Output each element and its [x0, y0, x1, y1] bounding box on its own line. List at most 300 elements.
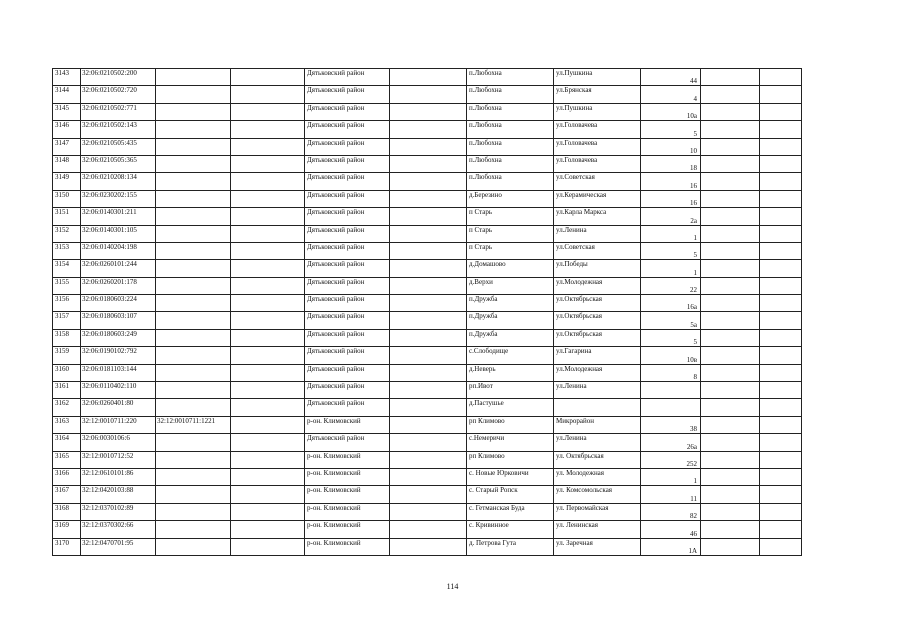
cell-settlement: д. Петрова Гута — [467, 538, 554, 555]
cell-house-number: 10 — [641, 138, 701, 155]
cell-settlement: рп Климово — [467, 451, 554, 468]
cell-empty — [390, 434, 467, 451]
cell-cadastral-number-2 — [156, 225, 231, 242]
table-row — [53, 382, 802, 399]
table-row — [53, 451, 802, 468]
cell-cadastral-number-2 — [156, 173, 231, 190]
cell-settlement: с. Кривинное — [467, 521, 554, 538]
cell-empty — [231, 173, 305, 190]
cell-district: р-он. Климовский — [305, 486, 390, 503]
cell-empty — [701, 521, 760, 538]
table-row — [53, 121, 802, 138]
cell-settlement: п.Любохна — [467, 103, 554, 120]
cell-cadastral-number-2 — [156, 503, 231, 520]
cell-empty — [701, 416, 760, 433]
cell-empty — [390, 416, 467, 433]
cell-cadastral-number: 32:12:0420103:88 — [81, 486, 156, 503]
cell-street: ул. Комсомольская — [554, 486, 641, 503]
cell-cadastral-number: 32:06:0260101:244 — [81, 260, 156, 277]
cell-row-number: 3145 — [53, 103, 81, 120]
cell-empty — [701, 364, 760, 381]
cell-empty — [231, 399, 305, 416]
cell-empty — [701, 451, 760, 468]
cell-row-number: 3157 — [53, 312, 81, 329]
cell-cadastral-number: 32:06:0210502:200 — [81, 69, 156, 86]
cell-street: ул.Ленина — [554, 434, 641, 451]
cell-empty — [390, 329, 467, 346]
cell-row-number: 3156 — [53, 295, 81, 312]
table-row — [53, 538, 802, 555]
cell-empty — [760, 208, 802, 225]
cell-row-number: 3147 — [53, 138, 81, 155]
cell-empty — [760, 399, 802, 416]
cell-row-number: 3163 — [53, 416, 81, 433]
cell-district: р-он. Климовский — [305, 416, 390, 433]
cell-empty — [760, 521, 802, 538]
cell-cadastral-number-2 — [156, 208, 231, 225]
registry-table-body — [53, 69, 802, 556]
cell-house-number: 8 — [641, 364, 701, 381]
cell-empty — [390, 208, 467, 225]
cell-cadastral-number-2 — [156, 382, 231, 399]
cell-empty — [760, 138, 802, 155]
cell-house-number: 18 — [641, 155, 701, 172]
table-row — [53, 312, 802, 329]
cell-house-number: 10а — [641, 103, 701, 120]
cell-empty — [701, 138, 760, 155]
cell-empty — [231, 503, 305, 520]
cell-settlement: д.Пастушье — [467, 399, 554, 416]
cell-house-number: 16 — [641, 190, 701, 207]
cell-cadastral-number: 32:12:0470701:95 — [81, 538, 156, 555]
table-row — [53, 69, 802, 86]
cell-empty — [231, 416, 305, 433]
cell-empty — [390, 173, 467, 190]
cell-empty — [760, 486, 802, 503]
cell-empty — [231, 103, 305, 120]
cell-empty — [390, 486, 467, 503]
cell-cadastral-number-2 — [156, 468, 231, 485]
cell-cadastral-number-2 — [156, 364, 231, 381]
cell-cadastral-number: 32:12:0010711:220 — [81, 416, 156, 433]
cell-empty — [231, 86, 305, 103]
cell-house-number: 16а — [641, 295, 701, 312]
cell-district: Дятьковский район — [305, 399, 390, 416]
cell-street: Микрорайон — [554, 416, 641, 433]
cell-cadastral-number-2 — [156, 277, 231, 294]
cell-house-number: 38 — [641, 416, 701, 433]
cell-empty — [390, 521, 467, 538]
table-row — [53, 225, 802, 242]
cell-cadastral-number-2 — [156, 69, 231, 86]
cell-street: ул.Головачева — [554, 155, 641, 172]
table-row — [53, 138, 802, 155]
cell-row-number: 3159 — [53, 347, 81, 364]
cell-street: ул.Керамическая — [554, 190, 641, 207]
cell-empty — [231, 434, 305, 451]
cell-house-number: 5 — [641, 242, 701, 259]
cell-empty — [231, 69, 305, 86]
cell-house-number — [641, 399, 701, 416]
cell-district: Дятьковский район — [305, 86, 390, 103]
cell-district: р-он. Климовский — [305, 538, 390, 555]
cell-cadastral-number: 32:12:0370102:89 — [81, 503, 156, 520]
table-row — [53, 329, 802, 346]
cell-cadastral-number-2 — [156, 260, 231, 277]
cell-district: р-он. Климовский — [305, 503, 390, 520]
cell-settlement: п Старь — [467, 242, 554, 259]
cell-cadastral-number: 32:06:0210502:143 — [81, 121, 156, 138]
cell-cadastral-number: 32:12:0010712:52 — [81, 451, 156, 468]
table-row — [53, 86, 802, 103]
cell-cadastral-number: 32:06:0140301:105 — [81, 225, 156, 242]
cell-district: р-он. Климовский — [305, 451, 390, 468]
table-row — [53, 399, 802, 416]
cell-empty — [760, 503, 802, 520]
cell-empty — [390, 260, 467, 277]
cell-empty — [390, 69, 467, 86]
cell-cadastral-number-2: 32:12:0010711:1221 — [156, 416, 231, 433]
cell-district: Дятьковский район — [305, 277, 390, 294]
cell-empty — [701, 86, 760, 103]
cell-empty — [701, 382, 760, 399]
cell-empty — [231, 260, 305, 277]
cell-empty — [701, 260, 760, 277]
cell-row-number: 3170 — [53, 538, 81, 555]
cell-house-number: 46 — [641, 521, 701, 538]
cell-cadastral-number: 32:06:0230202:155 — [81, 190, 156, 207]
cell-cadastral-number-2 — [156, 434, 231, 451]
table-row — [53, 364, 802, 381]
cell-empty — [760, 155, 802, 172]
cell-empty — [760, 86, 802, 103]
cell-empty — [760, 295, 802, 312]
cell-empty — [701, 312, 760, 329]
cell-row-number: 3165 — [53, 451, 81, 468]
cell-cadastral-number-2 — [156, 295, 231, 312]
cell-empty — [390, 451, 467, 468]
cell-empty — [760, 69, 802, 86]
cell-empty — [701, 347, 760, 364]
cell-row-number: 3169 — [53, 521, 81, 538]
cell-empty — [760, 121, 802, 138]
cell-cadastral-number-2 — [156, 347, 231, 364]
cell-empty — [390, 312, 467, 329]
table-row — [53, 416, 802, 433]
cell-empty — [701, 103, 760, 120]
cell-house-number: 1 — [641, 260, 701, 277]
table-row — [53, 190, 802, 207]
cell-empty — [231, 329, 305, 346]
cell-house-number: 5а — [641, 312, 701, 329]
table-row — [53, 103, 802, 120]
cell-row-number: 3149 — [53, 173, 81, 190]
cell-settlement: п.Любохна — [467, 121, 554, 138]
cell-settlement: п.Любохна — [467, 155, 554, 172]
cell-row-number: 3167 — [53, 486, 81, 503]
cell-empty — [390, 399, 467, 416]
registry-table — [52, 68, 802, 556]
cell-row-number: 3148 — [53, 155, 81, 172]
cell-cadastral-number: 32:06:0210502:720 — [81, 86, 156, 103]
cell-district: Дятьковский район — [305, 190, 390, 207]
cell-house-number: 1А — [641, 538, 701, 555]
cell-row-number: 3150 — [53, 190, 81, 207]
cell-empty — [231, 138, 305, 155]
cell-district: Дятьковский район — [305, 208, 390, 225]
table-row — [53, 295, 802, 312]
cell-empty — [390, 242, 467, 259]
cell-street: ул.Молодежная — [554, 277, 641, 294]
cell-settlement: с. Старый Ропск — [467, 486, 554, 503]
cell-empty — [701, 242, 760, 259]
cell-district: Дятьковский район — [305, 138, 390, 155]
cell-district: Дятьковский район — [305, 103, 390, 120]
cell-empty — [231, 190, 305, 207]
cell-row-number: 3151 — [53, 208, 81, 225]
cell-empty — [760, 451, 802, 468]
cell-empty — [231, 538, 305, 555]
cell-cadastral-number: 32:12:0610101:86 — [81, 468, 156, 485]
cell-cadastral-number: 32:06:0140204:198 — [81, 242, 156, 259]
cell-empty — [231, 364, 305, 381]
cell-empty — [390, 225, 467, 242]
cell-row-number: 3152 — [53, 225, 81, 242]
cell-cadastral-number: 32:06:0210502:771 — [81, 103, 156, 120]
table-row — [53, 434, 802, 451]
cell-cadastral-number-2 — [156, 190, 231, 207]
table-row — [53, 173, 802, 190]
cell-street: ул.Гагарина — [554, 347, 641, 364]
cell-empty — [760, 277, 802, 294]
cell-empty — [701, 468, 760, 485]
cell-settlement: рп Климово — [467, 416, 554, 433]
cell-empty — [390, 155, 467, 172]
cell-row-number: 3168 — [53, 503, 81, 520]
cell-empty — [231, 225, 305, 242]
cell-cadastral-number-2 — [156, 138, 231, 155]
cell-row-number: 3166 — [53, 468, 81, 485]
cell-row-number: 3155 — [53, 277, 81, 294]
cell-settlement: п Старь — [467, 208, 554, 225]
cell-house-number: 22 — [641, 277, 701, 294]
cell-house-number: 2а — [641, 208, 701, 225]
cell-house-number: 11 — [641, 486, 701, 503]
cell-district: Дятьковский район — [305, 242, 390, 259]
cell-empty — [390, 347, 467, 364]
cell-empty — [231, 242, 305, 259]
cell-district: Дятьковский район — [305, 260, 390, 277]
cell-row-number: 3146 — [53, 121, 81, 138]
cell-empty — [390, 277, 467, 294]
cell-empty — [390, 538, 467, 555]
cell-cadastral-number: 32:06:0260401:80 — [81, 399, 156, 416]
table-row — [53, 468, 802, 485]
cell-district: Дятьковский район — [305, 121, 390, 138]
cell-cadastral-number: 32:06:0210505:435 — [81, 138, 156, 155]
cell-empty — [390, 103, 467, 120]
cell-cadastral-number: 32:12:0370302:66 — [81, 521, 156, 538]
cell-street: ул.Брянская — [554, 86, 641, 103]
cell-empty — [760, 434, 802, 451]
cell-empty — [760, 103, 802, 120]
cell-row-number: 3161 — [53, 382, 81, 399]
cell-empty — [701, 225, 760, 242]
cell-district: р-он. Климовский — [305, 521, 390, 538]
page-number: 114 — [446, 582, 459, 591]
cell-settlement: с.Немеричи — [467, 434, 554, 451]
cell-settlement: д.Березино — [467, 190, 554, 207]
cell-empty — [231, 155, 305, 172]
cell-street: ул.Победы — [554, 260, 641, 277]
cell-cadastral-number-2 — [156, 329, 231, 346]
cell-district: Дятьковский район — [305, 295, 390, 312]
cell-empty — [760, 242, 802, 259]
cell-empty — [701, 434, 760, 451]
cell-empty — [231, 451, 305, 468]
table-row — [53, 503, 802, 520]
cell-district: Дятьковский район — [305, 364, 390, 381]
cell-settlement: п.Дружба — [467, 329, 554, 346]
cell-empty — [701, 69, 760, 86]
cell-district: Дятьковский район — [305, 382, 390, 399]
table-row — [53, 521, 802, 538]
cell-settlement: п Старь — [467, 225, 554, 242]
cell-house-number: 44 — [641, 69, 701, 86]
cell-empty — [760, 190, 802, 207]
cell-settlement: д.Верхи — [467, 277, 554, 294]
cell-empty — [760, 329, 802, 346]
cell-street: ул.Пушкина — [554, 103, 641, 120]
cell-street: ул.Ленина — [554, 382, 641, 399]
cell-empty — [701, 399, 760, 416]
cell-settlement: с. Новые Юрковичи — [467, 468, 554, 485]
cell-street: ул.Советская — [554, 242, 641, 259]
cell-empty — [701, 208, 760, 225]
cell-district: Дятьковский район — [305, 69, 390, 86]
cell-settlement: п.Любохна — [467, 173, 554, 190]
cell-empty — [231, 295, 305, 312]
cell-cadastral-number: 32:06:0180603:249 — [81, 329, 156, 346]
table-row — [53, 347, 802, 364]
cell-cadastral-number-2 — [156, 486, 231, 503]
cell-house-number: 252 — [641, 451, 701, 468]
cell-street: ул.Октябрьская — [554, 295, 641, 312]
cell-empty — [231, 521, 305, 538]
cell-empty — [760, 347, 802, 364]
cell-empty — [701, 486, 760, 503]
cell-house-number — [641, 382, 701, 399]
cell-house-number: 82 — [641, 503, 701, 520]
cell-settlement: рп.Ивот — [467, 382, 554, 399]
cell-street: ул.Головачева — [554, 138, 641, 155]
cell-empty — [701, 503, 760, 520]
cell-empty — [231, 468, 305, 485]
table-row — [53, 155, 802, 172]
cell-empty — [390, 138, 467, 155]
cell-empty — [760, 538, 802, 555]
cell-settlement: п.Любохна — [467, 69, 554, 86]
cell-empty — [390, 190, 467, 207]
cell-house-number: 4 — [641, 86, 701, 103]
cell-district: Дятьковский район — [305, 225, 390, 242]
cell-settlement: п.Любохна — [467, 138, 554, 155]
cell-empty — [701, 190, 760, 207]
cell-empty — [390, 295, 467, 312]
cell-cadastral-number-2 — [156, 242, 231, 259]
cell-empty — [760, 416, 802, 433]
cell-settlement: п.Дружба — [467, 312, 554, 329]
table-row — [53, 486, 802, 503]
cell-empty — [701, 295, 760, 312]
cell-district: Дятьковский район — [305, 329, 390, 346]
cell-street: ул.Октябрьская — [554, 329, 641, 346]
cell-empty — [701, 173, 760, 190]
cell-street: ул.Головачева — [554, 121, 641, 138]
cell-empty — [760, 364, 802, 381]
cell-cadastral-number-2 — [156, 538, 231, 555]
cell-cadastral-number: 32:06:0210208:134 — [81, 173, 156, 190]
table-row — [53, 208, 802, 225]
cell-empty — [760, 260, 802, 277]
cell-empty — [231, 347, 305, 364]
cell-cadastral-number-2 — [156, 121, 231, 138]
cell-empty — [231, 208, 305, 225]
cell-district: Дятьковский район — [305, 347, 390, 364]
cell-empty — [701, 155, 760, 172]
cell-district: Дятьковский район — [305, 434, 390, 451]
cell-empty — [231, 121, 305, 138]
cell-row-number: 3153 — [53, 242, 81, 259]
cell-cadastral-number-2 — [156, 312, 231, 329]
cell-cadastral-number: 32:06:0181103:144 — [81, 364, 156, 381]
cell-cadastral-number-2 — [156, 86, 231, 103]
cell-district: Дятьковский район — [305, 312, 390, 329]
cell-empty — [701, 277, 760, 294]
cell-row-number: 3160 — [53, 364, 81, 381]
cell-cadastral-number: 32:06:0260201:178 — [81, 277, 156, 294]
cell-street: ул.Октябрьская — [554, 312, 641, 329]
cell-cadastral-number: 32:06:0030106:6 — [81, 434, 156, 451]
cell-empty — [231, 312, 305, 329]
cell-street: ул.Пушкина — [554, 69, 641, 86]
cell-street — [554, 399, 641, 416]
cell-cadastral-number: 32:06:0180603:224 — [81, 295, 156, 312]
cell-empty — [760, 382, 802, 399]
cell-settlement: п.Дружба — [467, 295, 554, 312]
cell-house-number: 1 — [641, 225, 701, 242]
cell-empty — [701, 329, 760, 346]
table-row — [53, 242, 802, 259]
cell-empty — [390, 468, 467, 485]
cell-street: ул. Заречная — [554, 538, 641, 555]
cell-empty — [390, 86, 467, 103]
cell-house-number: 10в — [641, 347, 701, 364]
cell-empty — [760, 468, 802, 485]
cell-street: ул. Молодежная — [554, 468, 641, 485]
cell-empty — [760, 312, 802, 329]
cell-empty — [701, 121, 760, 138]
cell-street: ул.Карла Маркса — [554, 208, 641, 225]
cell-empty — [760, 225, 802, 242]
cell-row-number: 3154 — [53, 260, 81, 277]
table-row — [53, 260, 802, 277]
cell-house-number: 26а — [641, 434, 701, 451]
cell-cadastral-number-2 — [156, 451, 231, 468]
cell-empty — [231, 277, 305, 294]
cell-settlement: д.Домашово — [467, 260, 554, 277]
cell-empty — [390, 503, 467, 520]
